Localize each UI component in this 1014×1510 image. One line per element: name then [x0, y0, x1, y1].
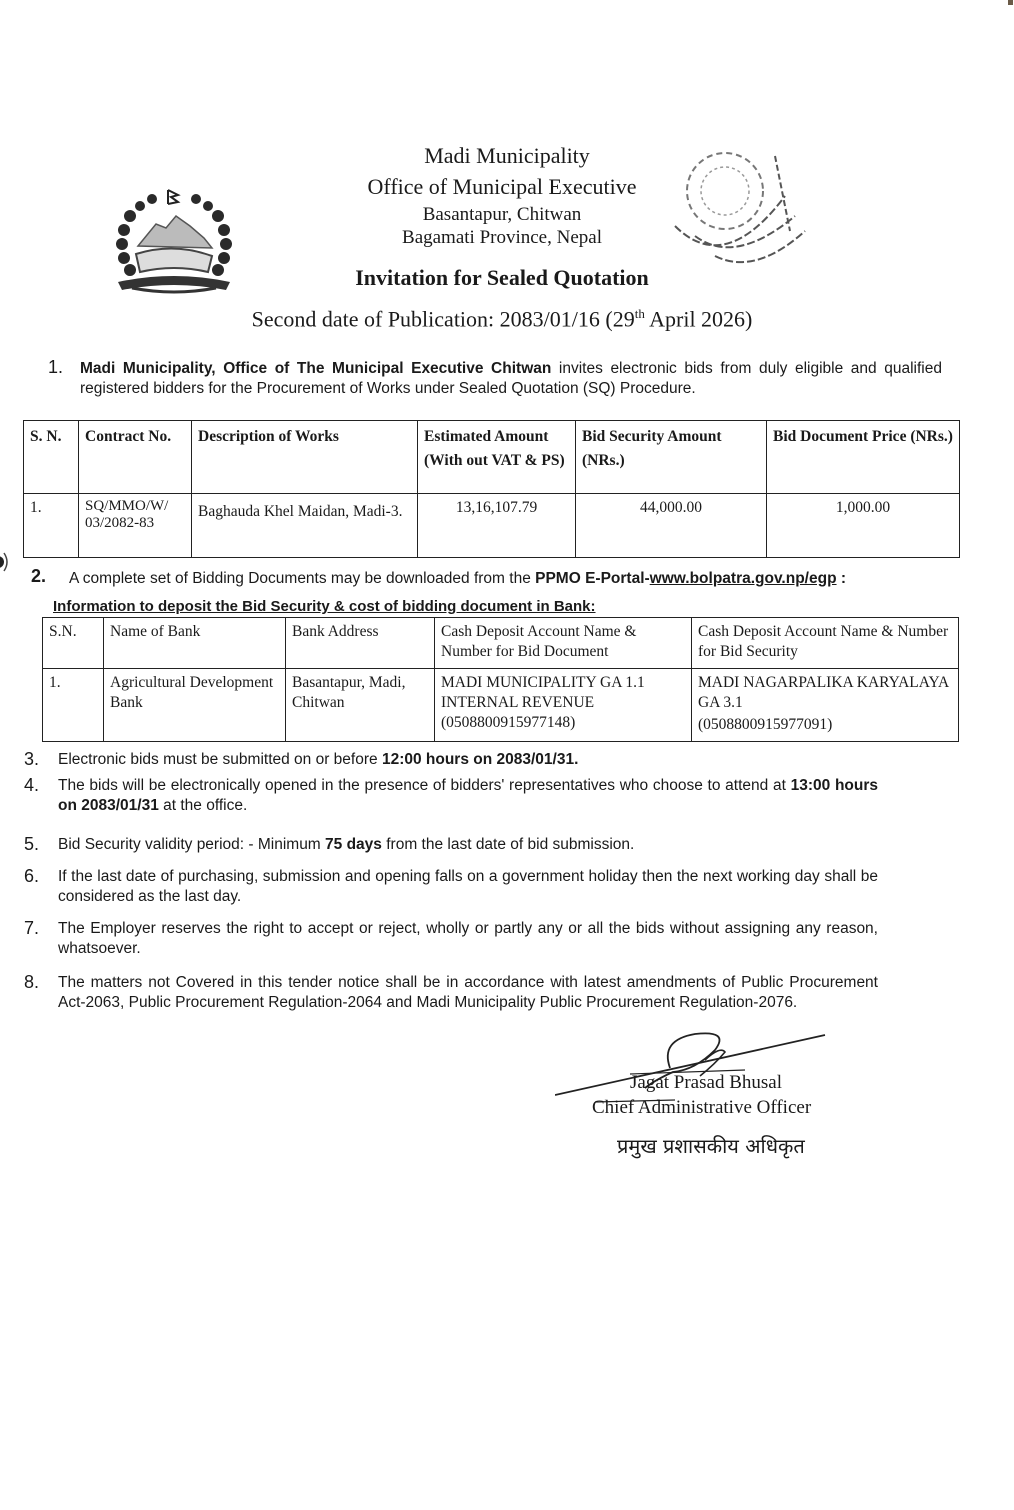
clause-text: Electronic bids must be submitted on or before [58, 751, 382, 768]
clause-text-end: from the last date of bid submission. [381, 836, 635, 853]
punch-hole-mark-icon [0, 550, 10, 574]
address-line-1: Basantapur, Chitwan [422, 204, 582, 225]
cell-bid-security: 44,000.00 [576, 494, 767, 558]
header-bank-name: Name of Bank [104, 618, 286, 669]
publication-date-suffix: April 2026) [644, 306, 753, 332]
clause-2-portal: PPMO E-Portal- [535, 570, 650, 587]
header-estimated-amount: Estimated Amount (With out VAT & PS) [418, 421, 576, 494]
clause-text: The Employer reserves the right to accept or reject, wholly or partly any or all the bids without assigning any reason, whatsoever. [58, 920, 878, 957]
bank-table-header [43, 618, 959, 669]
doc-account-name: MADI MUNICIPALITY GA 1.1 INTERNAL REVENUE [441, 674, 645, 711]
table-row [24, 494, 960, 558]
clause-bold: 13:00 hours on 2083/01/31 [58, 777, 878, 814]
clause-number: 4. [24, 775, 40, 795]
table-row [43, 669, 959, 742]
clause-number: 6. [24, 866, 40, 886]
scan-artifact [1008, 0, 1013, 5]
cell-sn: 1. [24, 494, 79, 558]
clause-text: If the last date of purchasing, submission and opening falls on a government holiday then the next working day shall be considered as the last day. [58, 868, 878, 905]
clause-text: The bids will be electronically opened in the presence of bidders' representatives who choose to attend at [58, 777, 791, 794]
header-bank-address: Bank Address [286, 618, 435, 669]
clause-number: 7. [24, 918, 40, 938]
works-table [23, 420, 960, 558]
clause-number: 5. [24, 834, 40, 854]
cell-description: Baghauda Khel Maidan, Madi-3. [192, 494, 418, 558]
header-security-account: Cash Deposit Account Name & Number for Bid Security [692, 618, 959, 669]
cell-doc-account [435, 669, 692, 742]
clause-2-suffix: : [836, 570, 847, 587]
cell-contract-no: SQ/MMO/W/ 03/2082-83 [79, 494, 192, 558]
works-table-header [24, 421, 960, 494]
punch-hole-mark-icon [0, 972, 6, 996]
clause-1-text: invites electronic bids from duly eligible and qualified registered bidders for the Procurement of Works under Sealed Quotation (SQ) Procedure. [80, 360, 942, 397]
header-doc-account: Cash Deposit Account Name & Number for Bid Document [435, 618, 692, 669]
cell-security-account [692, 669, 959, 742]
signatory-title: Chief Administrative Officer [592, 1097, 812, 1118]
header-description: Description of Works [192, 421, 418, 494]
egp-portal-link[interactable]: www.bolpatra.gov.np/egp [649, 570, 837, 587]
signatory-name: Jagat Prasad Bhusal [630, 1072, 782, 1093]
cell-bank-address: Basantapur, Madi, Chitwan [286, 669, 435, 742]
cell-estimated-amount: 13,16,107.79 [418, 494, 576, 558]
clause-bold: 75 days [325, 836, 382, 853]
clause-bold: 12:00 hours on 2083/01/31. [381, 751, 579, 768]
doc-account-number: (0508800915977148) [441, 714, 576, 731]
header-sn: S.N. [43, 618, 104, 669]
clause-text: The matters not Covered in this tender notice shall be in accordance with latest amendments of Public Procurement Act-2063, Public Procurement Regulation-2064 and Madi Municipality Public Procurement Regulation-2076. [58, 974, 878, 1011]
bank-table [42, 617, 959, 742]
office-name: Office of Municipal Executive [367, 174, 637, 199]
header-contract-no: Contract No. [79, 421, 192, 494]
organization-name: Madi Municipality [424, 143, 590, 168]
cell-sn: 1. [43, 669, 104, 742]
header-sn: S. N. [24, 421, 79, 494]
publication-date-text: Second date of Publication: 2083/01/16 (29 [251, 306, 635, 332]
bank-info-heading: Information to deposit the Bid Security & cost of bidding document in Bank: [53, 598, 596, 615]
signatory-title-nepali: प्रमुख प्रशासकीय अधिकृत [617, 1134, 805, 1158]
clause-number: 8. [24, 972, 40, 992]
clause-1-bold: Madi Municipality, Office of The Municipal Executive Chitwan [80, 360, 552, 377]
clause-number: 2. [31, 566, 47, 586]
address-line-2: Bagamati Province, Nepal [402, 227, 602, 248]
clause-2-text: A complete set of Bidding Documents may be downloaded from the [69, 570, 536, 587]
security-account-name: MADI NAGARPALIKA KARYALAYA GA 3.1 [698, 674, 949, 711]
clause-number: 1. [48, 357, 64, 377]
clause-text: Bid Security validity period: - Minimum [58, 836, 326, 853]
clause-text-end: at the office. [158, 797, 248, 814]
security-account-number: (0508800915977091) [698, 716, 833, 733]
publication-date [0, 306, 1004, 332]
publication-date-sup: th [634, 306, 645, 321]
document-title: Invitation for Sealed Quotation [355, 265, 649, 290]
cell-document-price: 1,000.00 [767, 494, 960, 558]
header-document-price: Bid Document Price (NRs.) [767, 421, 960, 494]
cell-bank-name: Agricultural Development Bank [104, 669, 286, 742]
header-bid-security: Bid Security Amount (NRs.) [576, 421, 767, 494]
clause-number: 3. [24, 749, 40, 769]
